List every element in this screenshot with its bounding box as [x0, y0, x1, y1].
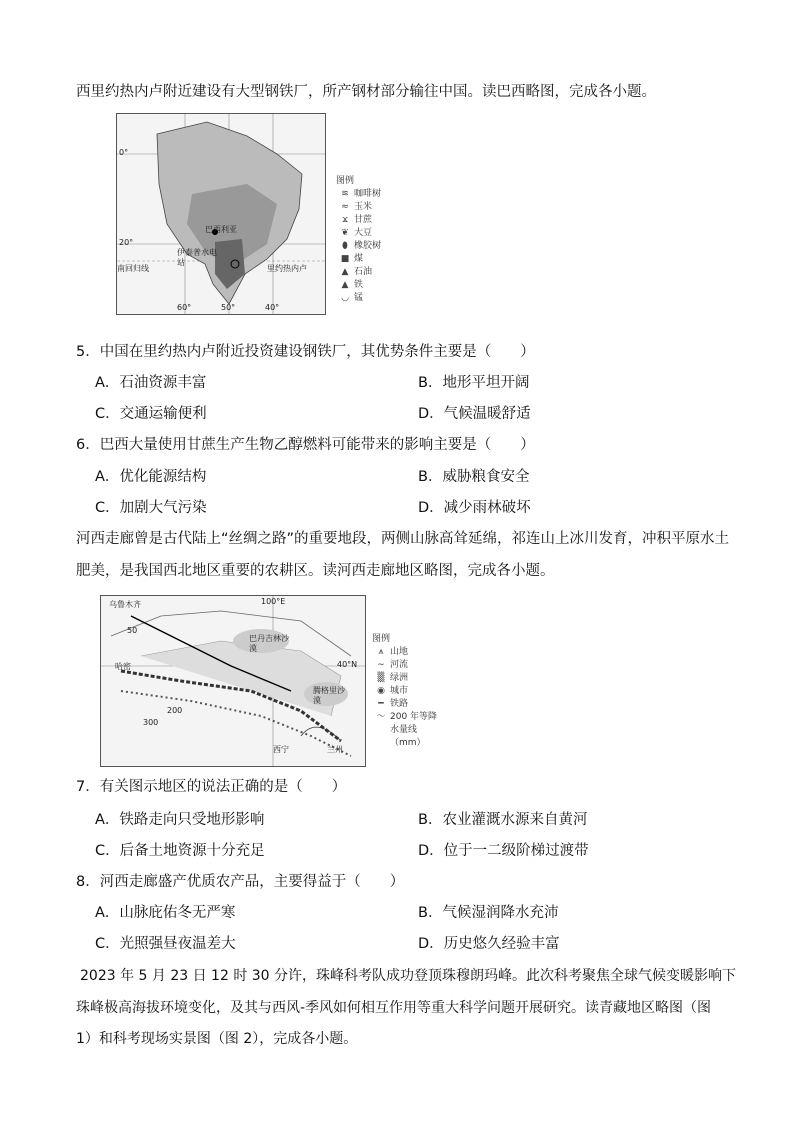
- city-icon: ◉: [377, 686, 385, 696]
- legend-title: 图例: [336, 176, 355, 186]
- q5-option-d[interactable]: D．气候温暖舒适: [418, 406, 531, 422]
- intro-paragraph-3-line-3: 1）和科考现场实景图（图 2），完成各小题。: [76, 1031, 358, 1047]
- map2-label-200: 200: [167, 706, 183, 715]
- oasis-icon: ▒: [377, 673, 385, 683]
- question-5-stem: 5．中国在里约热内卢附近投资建设钢铁厂，其优势条件主要是（ ）: [76, 344, 535, 360]
- legend-label: 铁: [354, 280, 364, 290]
- iron-icon: ▲: [341, 280, 349, 290]
- intro-paragraph-3-line-2: 珠峰极高海拔环境变化，及其与西风-季风如何相互作用等重大科学问题开展研究。读青藏地区略图（图: [76, 1000, 712, 1016]
- question-8-stem: 8．河西走廊盛产优质农产品，主要得益于（ ）: [76, 874, 405, 890]
- hexi-map-legend: [372, 633, 437, 750]
- q7-option-a[interactable]: A．铁路走向只受地形影响: [95, 812, 265, 828]
- intro-paragraph-2-line-2: 肥美，是我国西北地区重要的农耕区。读河西走廊地区略图，完成各小题。: [76, 563, 555, 579]
- q8-option-b[interactable]: B．气候湿润降水充沛: [418, 905, 559, 921]
- legend-label: （mm）: [390, 738, 426, 748]
- map1-label-rio: 里约热内卢: [267, 264, 307, 273]
- legend-label: 水量线: [390, 725, 418, 735]
- map1-label-60: 60°: [177, 303, 192, 312]
- map2-label-badain-jaran: 巴丹吉林沙漠: [249, 634, 289, 653]
- q6-option-d[interactable]: D．减少雨林破坏: [418, 500, 531, 516]
- question-6-stem: 6．巴西大量使用甘蔗生产生物乙醇燃料可能带来的影响主要是（ ）: [76, 437, 535, 453]
- intro-paragraph-3-line-1: 2023 年 5 月 23 日 12 时 30 分许，珠峰科考队成功登顶珠穆朗玛峰。此次科考聚焦全球气候变暖影响下: [80, 968, 737, 984]
- manganese-icon: ◡: [341, 293, 349, 303]
- question-7-stem: 7．有关图示地区的说法正确的是（ ）: [76, 779, 347, 795]
- isohyet-icon: ～: [376, 712, 386, 722]
- q6-option-b[interactable]: B．威胁粮食安全: [418, 469, 530, 485]
- map1-label-20: 20°: [119, 238, 134, 247]
- q6-option-a[interactable]: A．优化能源结构: [95, 469, 207, 485]
- legend-label: 城市: [390, 686, 409, 696]
- railway-icon: ━: [378, 699, 384, 709]
- legend-label: 橡胶树: [354, 241, 382, 251]
- hexi-corridor-map: [100, 595, 366, 767]
- q7-option-d[interactable]: D．位于一二级阶梯过渡带: [418, 843, 589, 859]
- sugarcane-icon: ϫ: [342, 215, 348, 225]
- intro-paragraph-1: 西里约热内卢附近建设有大型钢铁厂，所产钢材部分输往中国。读巴西略图，完成各小题。: [76, 84, 656, 100]
- legend-title: 图例: [372, 634, 391, 644]
- map2-label-lanzhou: 兰州: [327, 745, 343, 754]
- legend-label: 锰: [354, 293, 364, 303]
- map2-label-hami: 哈密: [115, 662, 131, 671]
- map2-label-100e: 100°E: [261, 597, 286, 606]
- legend-label: 煤: [354, 254, 364, 264]
- map2-label-tengger: 腾格里沙漠: [313, 686, 345, 705]
- legend-label: 山地: [390, 647, 409, 657]
- soybean-icon: ❦: [341, 228, 349, 238]
- legend-label: 甘蔗: [354, 215, 373, 225]
- q5-option-a[interactable]: A．石油资源丰富: [95, 375, 207, 391]
- legend-label: 铁路: [390, 699, 409, 709]
- map1-label-brasilia: 巴西利亚: [205, 225, 237, 234]
- legend-label: 大豆: [354, 228, 373, 238]
- q8-option-c[interactable]: C．光照强昼夜温差大: [95, 936, 236, 952]
- legend-label: 石油: [354, 267, 373, 277]
- rubber-icon: ⬮: [342, 241, 348, 251]
- oil-icon: ▲: [341, 267, 349, 277]
- legend-label: 咖啡树: [354, 189, 382, 199]
- brazil-map: [116, 113, 326, 315]
- coal-icon: ■: [340, 254, 350, 264]
- brazil-map-legend: [336, 175, 381, 305]
- map1-label-itaipu: 伊泰普水电站: [177, 248, 217, 267]
- river-icon: ∼: [377, 660, 385, 670]
- map2-label-300: 300: [143, 718, 159, 727]
- q5-option-b[interactable]: B．地形平坦开阔: [418, 375, 530, 391]
- q8-option-d[interactable]: D．历史悠久经验丰富: [418, 936, 560, 952]
- map1-label-50: 50°: [221, 303, 236, 312]
- intro-paragraph-2-line-1: 河西走廊曾是古代陆上“丝绸之路”的重要地段，两侧山脉高耸延绵，祁连山上冰川发育，冲积平原水土: [76, 531, 730, 547]
- brazil-map-drawing: [117, 114, 325, 314]
- legend-label: 河流: [390, 660, 409, 670]
- legend-label: 绿洲: [390, 673, 409, 683]
- q5-option-c[interactable]: C．交通运输便利: [95, 406, 207, 422]
- q8-option-a[interactable]: A．山脉庇佑冬无严寒: [95, 905, 236, 921]
- map1-label-tropic: 南回归线: [117, 264, 149, 273]
- map2-label-urumqi: 乌鲁木齐: [109, 600, 141, 609]
- map1-label-0: 0°: [119, 148, 129, 157]
- map2-label-xining: 西宁: [273, 745, 289, 754]
- coffee-icon: ≋: [341, 189, 349, 199]
- q7-option-b[interactable]: B．农业灌溉水源来自黄河: [418, 812, 588, 828]
- q7-option-c[interactable]: C．后备土地资源十分充足: [95, 843, 265, 859]
- mountain-icon: ⩚: [378, 647, 384, 657]
- corn-icon: ≈: [341, 202, 349, 212]
- map1-label-40: 40°: [265, 303, 280, 312]
- map2-label-40n: 40°N: [337, 660, 358, 669]
- hexi-map-drawing: [101, 596, 365, 766]
- map2-label-50: 50: [127, 626, 138, 635]
- legend-label: 200 年等降: [390, 712, 438, 722]
- q6-option-c[interactable]: C．加剧大气污染: [95, 500, 207, 516]
- legend-label: 玉米: [354, 202, 373, 212]
